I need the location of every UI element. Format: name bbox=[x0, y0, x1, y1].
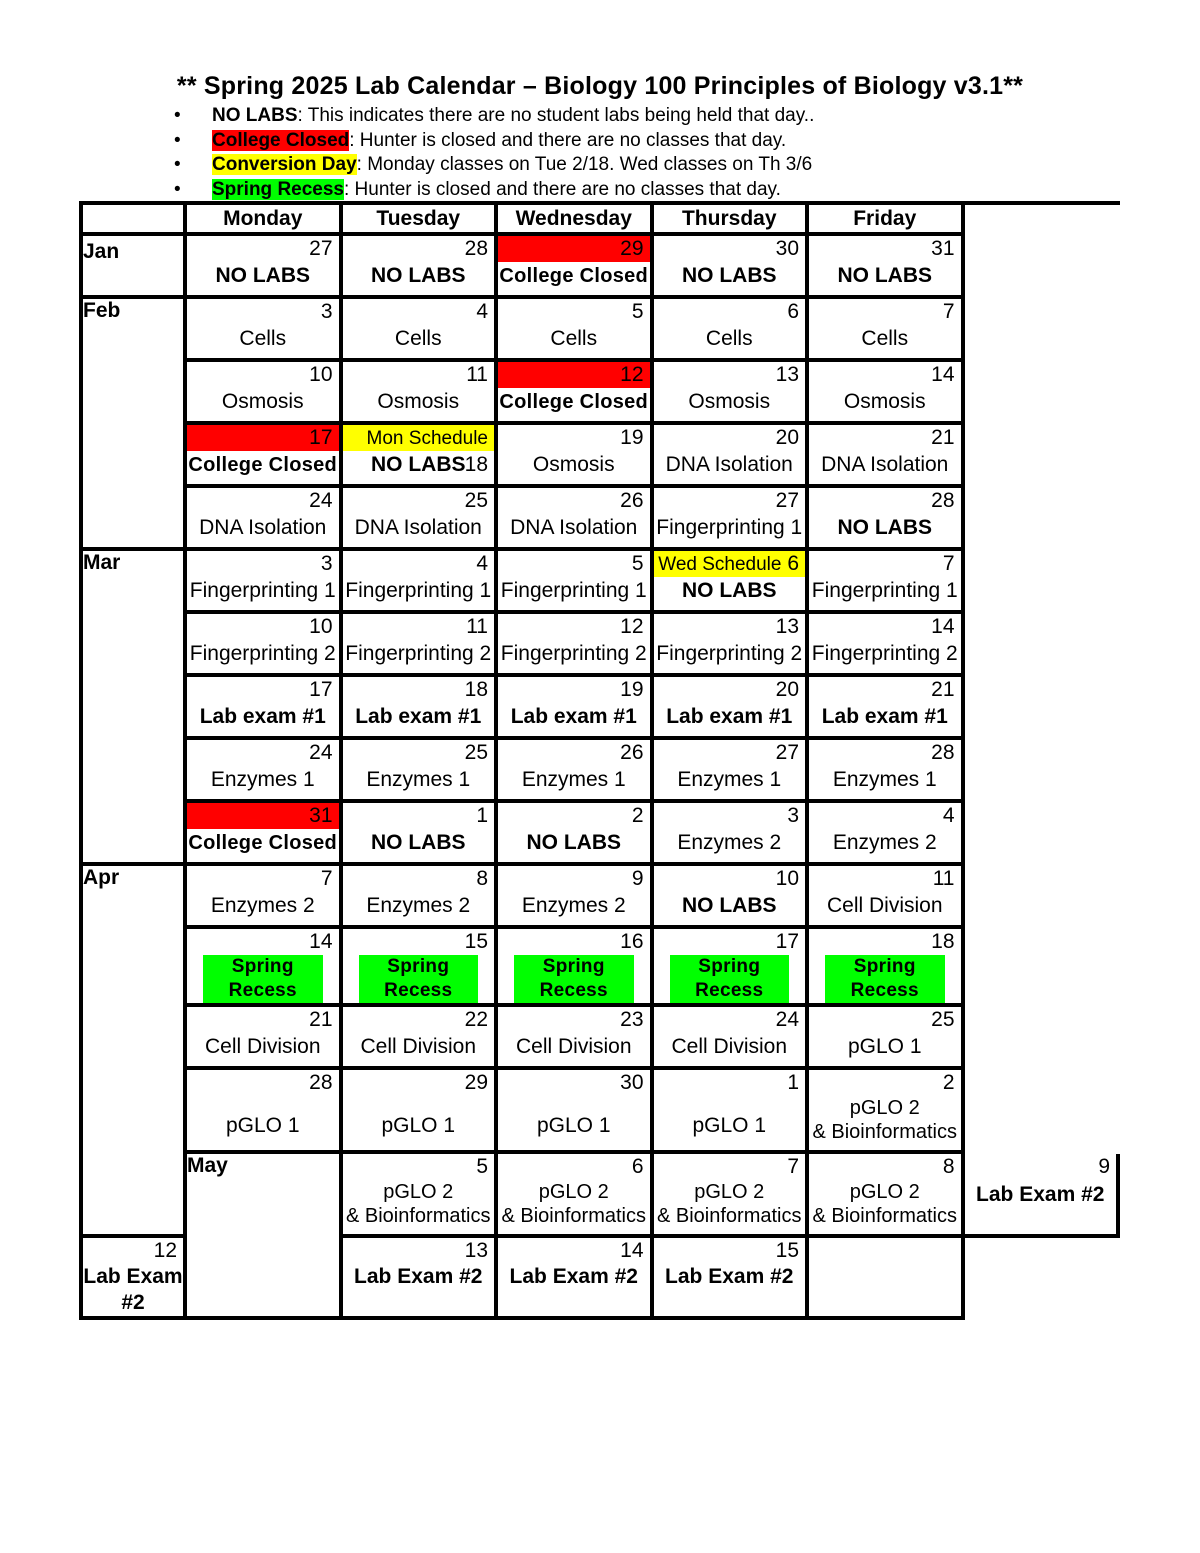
day-cell bbox=[343, 614, 499, 677]
legend-text: : Hunter is closed and there are no classes that day. bbox=[344, 178, 781, 200]
day-cell bbox=[83, 1238, 187, 1320]
day-number: 17 bbox=[775, 930, 799, 953]
day-cell bbox=[654, 1238, 810, 1320]
bullet-icon: • bbox=[174, 154, 181, 175]
day-cell bbox=[187, 866, 343, 929]
day-number: 10 bbox=[775, 867, 799, 890]
day-cell bbox=[654, 677, 810, 740]
day-cell bbox=[498, 425, 654, 488]
lab-activity: Lab exam #1 bbox=[355, 705, 482, 728]
day-number: 5 bbox=[631, 300, 644, 323]
lab-activity-sub: & Bioinformatics bbox=[501, 1205, 646, 1227]
day-cell bbox=[498, 677, 654, 740]
day-cell bbox=[187, 236, 343, 299]
lab-activity: Fingerprinting 2 bbox=[811, 642, 958, 665]
lab-activity: NO LABS bbox=[682, 579, 777, 602]
header-day: Tuesday bbox=[343, 205, 499, 236]
lab-activity: NO LABS bbox=[215, 264, 310, 287]
day-number: 10 bbox=[309, 363, 333, 386]
day-number: 6 bbox=[631, 1155, 644, 1178]
day-number: 25 bbox=[464, 489, 488, 512]
header-day: Wednesday bbox=[498, 205, 654, 236]
day-number: 20 bbox=[775, 426, 799, 449]
day-cell bbox=[809, 614, 965, 677]
day-cell bbox=[498, 740, 654, 803]
lab-activity: Fingerprinting 2 bbox=[656, 642, 803, 665]
day-number: 7 bbox=[942, 552, 955, 575]
day-number: 3 bbox=[320, 552, 333, 575]
day-number: 14 bbox=[931, 363, 955, 386]
day-cell bbox=[498, 929, 654, 1007]
conversion-schedule-label: Wed Schedule bbox=[658, 554, 782, 575]
day-number: 14 bbox=[931, 615, 955, 638]
day-cell bbox=[498, 362, 654, 425]
day-number: 28 bbox=[309, 1071, 333, 1094]
table-row bbox=[83, 236, 1120, 299]
day-cell bbox=[809, 551, 965, 614]
lab-exam-label: Lab Exam #2 bbox=[354, 1265, 483, 1288]
lab-activity: Osmosis bbox=[688, 390, 771, 413]
day-number: 5 bbox=[631, 552, 644, 575]
lab-activity: Fingerprinting 1 bbox=[811, 579, 958, 602]
day-number: 22 bbox=[464, 1008, 488, 1031]
table-row bbox=[83, 929, 1120, 1007]
day-number: 14 bbox=[309, 930, 333, 953]
day-cell bbox=[498, 1007, 654, 1070]
day-number: 7 bbox=[787, 1155, 799, 1178]
day-number: 12 bbox=[620, 615, 644, 638]
legend-list bbox=[172, 104, 814, 202]
bullet-icon: • bbox=[174, 105, 181, 126]
table-row bbox=[83, 677, 1120, 740]
table-row bbox=[83, 299, 1120, 362]
calendar-body bbox=[83, 236, 1120, 1320]
day-number: 8 bbox=[942, 1155, 955, 1178]
bullet-icon: • bbox=[174, 178, 181, 200]
day-number: 27 bbox=[775, 741, 799, 764]
college-closed-label: College Closed bbox=[188, 454, 338, 476]
day-cell bbox=[187, 299, 343, 362]
day-cell bbox=[343, 488, 499, 551]
lab-exam-label: Lab Exam #2 bbox=[509, 1265, 638, 1288]
day-number: 11 bbox=[466, 363, 488, 386]
lab-activity: pGLO 1 bbox=[847, 1035, 922, 1058]
lab-activity: Lab exam #1 bbox=[821, 705, 948, 728]
lab-activity: Cell Division bbox=[360, 1035, 477, 1058]
day-number: 26 bbox=[620, 489, 644, 512]
table-row bbox=[83, 488, 1120, 551]
day-cell bbox=[187, 551, 343, 614]
legend-item-conversion-day bbox=[172, 153, 814, 178]
day-cell bbox=[498, 1070, 654, 1154]
lab-activity: Enzymes 1 bbox=[677, 768, 782, 791]
lab-activity: Lab exam #1 bbox=[199, 705, 326, 728]
day-number: 29 bbox=[464, 1071, 488, 1094]
day-cell bbox=[809, 362, 965, 425]
lab-activity: Cell Division bbox=[826, 894, 943, 917]
day-number: 3 bbox=[320, 300, 333, 323]
lab-activity: pGLO 1 bbox=[225, 1114, 300, 1137]
table-row bbox=[83, 362, 1120, 425]
day-cell bbox=[809, 1070, 965, 1154]
lab-activity: Fingerprinting 2 bbox=[345, 642, 492, 665]
day-number: 4 bbox=[476, 300, 488, 323]
day-cell bbox=[343, 929, 499, 1007]
day-number: 1 bbox=[787, 1071, 799, 1094]
spring-recess-label: Spring Recess bbox=[825, 955, 945, 1003]
day-number: 19 bbox=[620, 678, 644, 701]
day-cell bbox=[498, 236, 654, 299]
lab-activity: Fingerprinting 1 bbox=[189, 579, 336, 602]
day-number-value: 18 bbox=[464, 453, 488, 476]
day-cell bbox=[654, 299, 810, 362]
day-number: 13 bbox=[464, 1239, 488, 1262]
day-number: 30 bbox=[620, 1071, 644, 1094]
day-cell bbox=[187, 740, 343, 803]
college-closed-label: College Closed bbox=[499, 265, 649, 287]
lab-activity: Enzymes 2 bbox=[677, 831, 782, 854]
header-day: Thursday bbox=[654, 205, 810, 236]
day-number: 13 bbox=[775, 615, 799, 638]
day-cell bbox=[809, 803, 965, 866]
day-cell bbox=[809, 1007, 965, 1070]
day-number: 28 bbox=[931, 489, 955, 512]
day-cell bbox=[343, 1007, 499, 1070]
lab-activity: Fingerprinting 1 bbox=[500, 579, 647, 602]
day-number: 31 bbox=[187, 803, 339, 829]
lab-activity: Enzymes 2 bbox=[832, 831, 937, 854]
day-cell bbox=[343, 677, 499, 740]
lab-activity: Enzymes 1 bbox=[521, 768, 626, 791]
legend-item-spring-recess bbox=[172, 178, 814, 203]
day-number: 19 bbox=[620, 426, 644, 449]
day-cell bbox=[654, 488, 810, 551]
lab-activity: DNA Isolation bbox=[510, 516, 638, 539]
lab-activity: NO LABS bbox=[371, 831, 466, 854]
legend-key: NO LABS bbox=[212, 105, 298, 126]
table-row bbox=[83, 803, 1120, 866]
day-cell bbox=[187, 929, 343, 1007]
day-cell bbox=[809, 1154, 965, 1238]
day-number: 13 bbox=[775, 363, 799, 386]
day-number: 2 bbox=[942, 1071, 955, 1094]
header-corner bbox=[83, 205, 187, 236]
lab-activity: Osmosis bbox=[377, 390, 460, 413]
day-number: 12 bbox=[498, 362, 650, 388]
lab-activity: Fingerprinting 1 bbox=[345, 579, 492, 602]
lab-activity: pGLO 1 bbox=[692, 1114, 767, 1137]
lab-activity: DNA Isolation bbox=[821, 453, 949, 476]
lab-activity: Fingerprinting 2 bbox=[189, 642, 336, 665]
lab-activity: Enzymes 2 bbox=[210, 894, 315, 917]
lab-activity: Cell Division bbox=[204, 1035, 321, 1058]
lab-activity: Osmosis bbox=[221, 390, 304, 413]
day-cell bbox=[343, 362, 499, 425]
day-cell bbox=[654, 1070, 810, 1154]
lab-activity: NO LABS bbox=[682, 894, 777, 917]
day-number: 15 bbox=[464, 930, 488, 953]
lab-activity: DNA Isolation bbox=[665, 453, 793, 476]
day-cell bbox=[343, 551, 499, 614]
day-cell bbox=[654, 929, 810, 1007]
calendar-table bbox=[79, 201, 1120, 1320]
day-cell bbox=[654, 866, 810, 929]
day-number: 9 bbox=[1098, 1155, 1110, 1178]
day-number: 27 bbox=[309, 237, 333, 260]
spring-recess-label: Spring Recess bbox=[203, 955, 323, 1003]
day-cell bbox=[343, 740, 499, 803]
day-cell bbox=[343, 236, 499, 299]
day-number: 7 bbox=[320, 867, 333, 890]
day-cell bbox=[187, 1070, 343, 1154]
day-number: 26 bbox=[620, 741, 644, 764]
lab-activity: Osmosis bbox=[843, 390, 926, 413]
day-number: 5 bbox=[476, 1155, 488, 1178]
day-cell bbox=[654, 425, 810, 488]
legend-text: : Hunter is closed and there are no classes that day. bbox=[349, 129, 787, 151]
day-number: 25 bbox=[464, 741, 488, 764]
day-cell bbox=[809, 488, 965, 551]
legend-key: Conversion Day bbox=[212, 154, 357, 175]
day-number: 31 bbox=[931, 237, 955, 260]
lab-activity: Cells bbox=[705, 327, 753, 350]
day-number: 25 bbox=[931, 1008, 955, 1031]
lab-activity: pGLO 2 bbox=[694, 1181, 765, 1203]
lab-activity: Fingerprinting 1 bbox=[656, 516, 803, 539]
lab-activity: Fingerprinting 2 bbox=[500, 642, 647, 665]
day-cell bbox=[187, 614, 343, 677]
day-cell bbox=[498, 866, 654, 929]
day-cell bbox=[654, 1007, 810, 1070]
lab-activity: Enzymes 1 bbox=[366, 768, 471, 791]
day-cell bbox=[498, 1154, 654, 1238]
day-cell bbox=[343, 1070, 499, 1154]
day-number: 3 bbox=[787, 804, 799, 827]
lab-activity: NO LABS bbox=[837, 264, 932, 287]
lab-activity: Enzymes 2 bbox=[521, 894, 626, 917]
day-number: 21 bbox=[931, 426, 955, 449]
day-number: 6 bbox=[787, 300, 799, 323]
day-number: 28 bbox=[931, 741, 955, 764]
header-day: Monday bbox=[187, 205, 343, 236]
day-cell bbox=[809, 1238, 965, 1320]
day-cell bbox=[343, 299, 499, 362]
month-label: Apr bbox=[83, 866, 187, 1238]
day-number: 21 bbox=[931, 678, 955, 701]
day-number: 8 bbox=[476, 867, 488, 890]
legend-key: College Closed bbox=[212, 129, 350, 151]
lab-activity: NO LABS bbox=[837, 516, 932, 539]
month-label: Jan bbox=[83, 236, 187, 299]
day-number: 12 bbox=[153, 1239, 177, 1262]
day-number: 18 bbox=[464, 678, 488, 701]
spring-recess-label: Spring Recess bbox=[670, 955, 790, 1003]
day-number: 23 bbox=[620, 1008, 644, 1031]
lab-activity-sub: & Bioinformatics bbox=[657, 1205, 802, 1227]
day-cell bbox=[809, 929, 965, 1007]
month-label: Feb bbox=[83, 299, 187, 551]
day-number: 2 bbox=[631, 804, 644, 827]
table-row bbox=[83, 1154, 1120, 1238]
table-row bbox=[83, 1070, 1120, 1154]
table-row bbox=[83, 1007, 1120, 1070]
legend-item-no-labs bbox=[172, 104, 814, 129]
lab-activity: Cells bbox=[861, 327, 909, 350]
day-number: 29 bbox=[498, 236, 650, 262]
day-number: 14 bbox=[620, 1239, 644, 1262]
lab-activity: pGLO 2 bbox=[383, 1181, 454, 1203]
day-cell bbox=[343, 425, 499, 488]
lab-activity: Cells bbox=[239, 327, 287, 350]
month-label: May bbox=[187, 1154, 343, 1320]
day-cell bbox=[187, 425, 343, 488]
lab-activity: NO LABS bbox=[682, 264, 777, 287]
day-number: 10 bbox=[309, 615, 333, 638]
table-row bbox=[83, 551, 1120, 614]
lab-activity: Osmosis bbox=[532, 453, 615, 476]
day-cell bbox=[809, 425, 965, 488]
day-cell bbox=[965, 1154, 1121, 1238]
lab-activity: Enzymes 1 bbox=[832, 768, 937, 791]
day-number bbox=[654, 551, 806, 577]
conversion-schedule-label: Mon Schedule bbox=[366, 428, 488, 449]
day-cell bbox=[187, 362, 343, 425]
header-day: Friday bbox=[809, 205, 965, 236]
day-number: 24 bbox=[309, 741, 333, 764]
lab-activity: pGLO 2 bbox=[849, 1181, 920, 1203]
day-number: 17 bbox=[309, 678, 333, 701]
bullet-icon: • bbox=[174, 129, 181, 151]
lab-exam-label: Lab Exam #2 bbox=[976, 1183, 1105, 1206]
lab-activity: Lab exam #1 bbox=[666, 705, 793, 728]
day-cell bbox=[498, 803, 654, 866]
legend-item-college-closed bbox=[172, 129, 814, 154]
lab-activity: DNA Isolation bbox=[199, 516, 327, 539]
header-row bbox=[83, 205, 1120, 236]
spring-recess-label: Spring Recess bbox=[359, 955, 479, 1003]
lab-activity: NO LABS bbox=[371, 453, 466, 476]
day-number: 15 bbox=[775, 1239, 799, 1262]
page-title: ** Spring 2025 Lab Calendar – Biology 100 Principles of Biology v3.1** bbox=[176, 72, 1024, 100]
day-cell bbox=[654, 803, 810, 866]
college-closed-label: College Closed bbox=[188, 832, 338, 854]
lab-activity: Cells bbox=[394, 327, 442, 350]
day-cell bbox=[343, 1238, 499, 1320]
lab-activity: DNA Isolation bbox=[354, 516, 482, 539]
day-cell bbox=[343, 1154, 499, 1238]
lab-activity: pGLO 1 bbox=[381, 1114, 456, 1137]
day-number: 17 bbox=[187, 425, 339, 451]
day-cell bbox=[187, 803, 343, 866]
lab-activity: Enzymes 2 bbox=[366, 894, 471, 917]
day-number: 21 bbox=[309, 1008, 333, 1031]
spring-recess-label: Spring Recess bbox=[514, 955, 634, 1003]
college-closed-label: College Closed bbox=[499, 391, 649, 413]
day-number: 18 bbox=[931, 930, 955, 953]
day-cell bbox=[809, 299, 965, 362]
lab-activity-sub: & Bioinformatics bbox=[346, 1205, 491, 1227]
day-cell bbox=[187, 677, 343, 740]
lab-exam-label: Lab Exam #2 bbox=[83, 1265, 183, 1314]
day-number: 4 bbox=[476, 552, 488, 575]
lab-exam-label: Lab Exam #2 bbox=[665, 1265, 794, 1288]
day-number: 7 bbox=[942, 300, 955, 323]
day-number: 16 bbox=[620, 930, 644, 953]
day-cell bbox=[654, 236, 810, 299]
day-number: 11 bbox=[932, 867, 955, 890]
day-cell bbox=[654, 740, 810, 803]
day-number: 27 bbox=[775, 489, 799, 512]
day-number: 30 bbox=[775, 237, 799, 260]
day-cell bbox=[654, 1154, 810, 1238]
day-number: 24 bbox=[309, 489, 333, 512]
day-cell bbox=[809, 866, 965, 929]
day-cell bbox=[498, 551, 654, 614]
day-cell bbox=[654, 551, 810, 614]
day-number: 1 bbox=[476, 804, 488, 827]
lab-activity: Cells bbox=[550, 327, 598, 350]
day-cell bbox=[498, 1238, 654, 1320]
day-number-value: 6 bbox=[787, 552, 799, 575]
day-cell bbox=[809, 236, 965, 299]
day-number: 9 bbox=[631, 867, 644, 890]
lab-activity: NO LABS bbox=[526, 831, 621, 854]
table-row bbox=[83, 425, 1120, 488]
lab-activity-sub: & Bioinformatics bbox=[812, 1205, 957, 1227]
day-cell bbox=[343, 803, 499, 866]
day-cell bbox=[498, 488, 654, 551]
day-number: 28 bbox=[464, 237, 488, 260]
lab-activity: pGLO 1 bbox=[536, 1114, 611, 1137]
month-label: Mar bbox=[83, 551, 187, 866]
legend-key: Spring Recess bbox=[212, 178, 344, 200]
lab-activity: Cell Division bbox=[515, 1035, 632, 1058]
day-cell bbox=[809, 677, 965, 740]
day-number: 24 bbox=[775, 1008, 799, 1031]
day-number: 20 bbox=[775, 678, 799, 701]
table-row bbox=[83, 614, 1120, 677]
table-row bbox=[83, 740, 1120, 803]
day-number: 4 bbox=[942, 804, 955, 827]
lab-activity: Lab exam #1 bbox=[510, 705, 637, 728]
lab-activity: Enzymes 1 bbox=[210, 768, 315, 791]
day-cell bbox=[654, 362, 810, 425]
day-cell bbox=[187, 1007, 343, 1070]
day-number: 11 bbox=[466, 615, 488, 638]
lab-activity: pGLO 2 bbox=[538, 1181, 609, 1203]
day-cell bbox=[187, 488, 343, 551]
lab-activity: pGLO 2 bbox=[849, 1097, 920, 1119]
day-cell bbox=[498, 614, 654, 677]
day-cell bbox=[343, 866, 499, 929]
table-row bbox=[83, 866, 1120, 929]
legend-text: : This indicates there are no student labs being held that day.. bbox=[297, 105, 815, 126]
lab-activity: NO LABS bbox=[371, 264, 466, 287]
lab-activity: Cell Division bbox=[671, 1035, 788, 1058]
lab-activity-sub: & Bioinformatics bbox=[812, 1121, 957, 1143]
legend-text: : Monday classes on Tue 2/18. Wed classes on Th 3/6 bbox=[356, 154, 813, 175]
day-cell bbox=[498, 299, 654, 362]
day-cell bbox=[809, 740, 965, 803]
day-cell bbox=[654, 614, 810, 677]
